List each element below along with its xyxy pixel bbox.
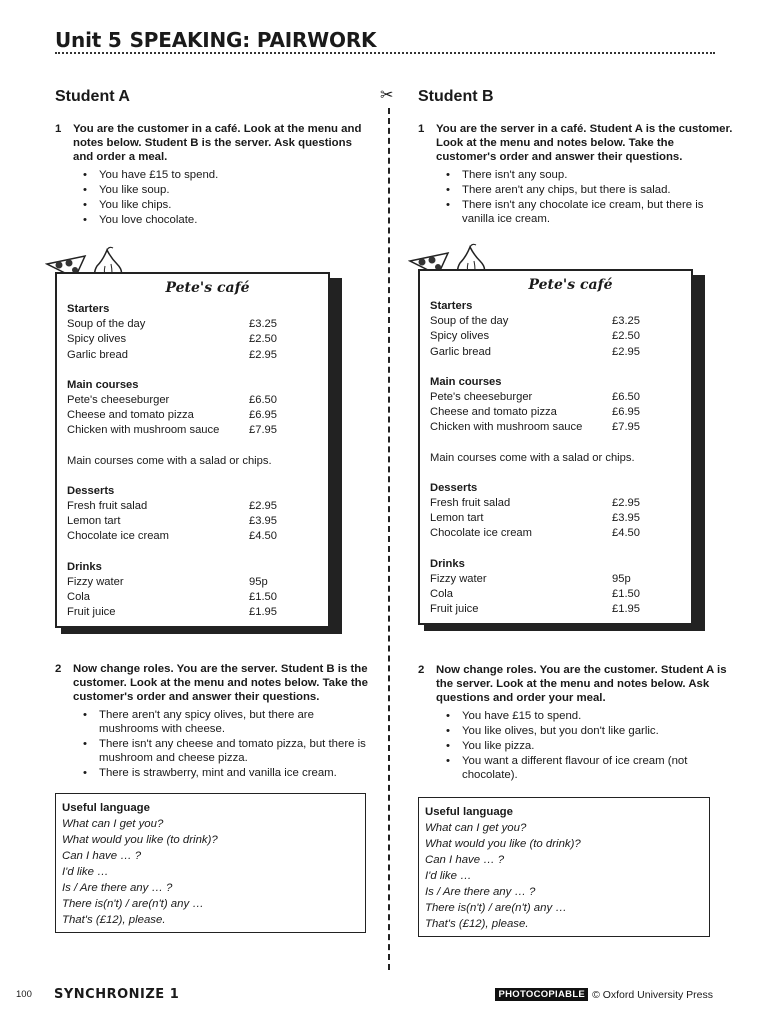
note-item: • You have £15 to spend.: [83, 168, 373, 182]
menu-row: [67, 605, 328, 620]
menu-price: £4.50: [612, 527, 640, 540]
useful-phrase: Is / Are there any … ?: [425, 886, 536, 899]
useful-language-title: Useful language: [425, 806, 513, 819]
menu-price: £2.95: [249, 500, 277, 513]
menu-item: Garlic bread: [430, 345, 491, 358]
menu-item: Fresh fruit salad: [430, 497, 511, 510]
useful-phrase: There is(n't) / are(n't) any …: [62, 898, 204, 911]
useful-phrase: What can I get you?: [425, 822, 527, 835]
menu-price: £2.50: [249, 333, 277, 346]
menu-row: [430, 345, 691, 360]
menu-section-title: Main courses: [67, 378, 139, 391]
menu-row: [67, 499, 328, 514]
student-b-task-2: [418, 663, 736, 783]
menu-row: [430, 420, 691, 435]
menu-item: Soup of the day: [430, 315, 509, 328]
menu-section-title: Main courses: [430, 375, 502, 388]
menu-row: [67, 529, 328, 544]
menu-price: £3.25: [612, 315, 640, 328]
unit-label: Unit 5: [55, 28, 122, 52]
menu-section-title: Starters: [430, 300, 473, 312]
menu-price: £3.25: [249, 318, 277, 331]
menu-row: [67, 408, 328, 423]
task-number: 1: [418, 123, 425, 135]
useful-phrase: Can I have … ?: [425, 854, 505, 867]
menu-price: £1.50: [249, 591, 277, 604]
menu-item: Lemon tart: [67, 515, 121, 528]
note-item: • You love chocolate.: [83, 213, 373, 227]
menu-title: Pete's café: [165, 280, 250, 296]
task-number: 2: [55, 663, 62, 676]
note-item: • You like chips.: [83, 198, 373, 212]
menu: [418, 269, 693, 625]
menu-item: Fizzy water: [67, 575, 124, 588]
menu-row: [430, 390, 691, 405]
note-item: • You have £15 to spend.: [446, 709, 736, 723]
task-notes: [83, 168, 373, 227]
useful-phrase: There is(n't) / are(n't) any …: [425, 902, 567, 915]
task-notes: [446, 709, 736, 782]
menu-section-title: Drinks: [430, 557, 465, 570]
menu: [55, 272, 330, 628]
student-a-task-2: [55, 662, 373, 781]
task-number: 2: [418, 664, 425, 677]
menu-item: Fizzy water: [430, 572, 487, 585]
menu-row: [67, 393, 328, 408]
unit-title: [55, 28, 715, 52]
task-notes: [446, 168, 736, 226]
menu-price: £1.95: [249, 606, 277, 619]
task-number: 1: [55, 123, 62, 135]
note-item: • You like soup.: [83, 183, 373, 197]
menu-item: Fruit juice: [67, 606, 116, 619]
menu-price: £2.95: [612, 497, 640, 510]
menu-item: Cola: [430, 588, 454, 601]
menu-item: Spicy olives: [67, 333, 127, 346]
page-footer: [0, 986, 768, 1006]
note-item: • There isn't any soup.: [446, 168, 736, 182]
menu-row: [430, 587, 691, 602]
menu-row: [67, 514, 328, 529]
note-item: • There aren't any spicy olives, but there are mushrooms with cheese.: [83, 708, 373, 736]
useful-phrase: What can I get you?: [62, 818, 164, 831]
menu-price: £6.50: [612, 391, 640, 404]
task-instruction: Now change roles. You are the customer. Student A is the server. Look at the menu and notes below. Ask questions and order your meal.: [436, 664, 727, 705]
menu-item: Chocolate ice cream: [430, 527, 532, 540]
menu-section-title: Drinks: [67, 560, 102, 573]
menu-row: [67, 348, 328, 363]
page-number: 100: [16, 989, 32, 1000]
menu-item: Cheese and tomato pizza: [430, 406, 557, 419]
menu-item: Fruit juice: [430, 603, 479, 616]
menu-item: Cheese and tomato pizza: [67, 409, 194, 422]
menu-price: 95p: [612, 572, 631, 585]
menu-item: Cola: [67, 591, 91, 604]
menu-item: Chicken with mushroom sauce: [430, 421, 583, 434]
useful-phrase: That's (£12), please.: [425, 918, 529, 931]
useful-language-box-a: [55, 793, 366, 933]
useful-phrase: That's (£12), please.: [62, 914, 166, 927]
menu-price: £2.95: [249, 348, 277, 361]
menu-price: £7.95: [612, 421, 640, 434]
note-item: • You like olives, but you don't like garlic.: [446, 724, 736, 738]
menu-section-title: Desserts: [67, 484, 115, 497]
menu-row: [430, 314, 691, 329]
task-instruction: You are the customer in a café. Look at the menu and notes below. Student B is the server. Ask questions and order a meal.: [73, 123, 362, 163]
menu-row: [430, 526, 691, 541]
menu-section-title: Starters: [67, 303, 110, 315]
menu-row: [67, 332, 328, 347]
menu-card-a: [55, 272, 336, 628]
menu-note: Main courses come with a salad or chips.: [67, 454, 272, 467]
menu-row: [67, 317, 328, 332]
menu-item: Lemon tart: [430, 512, 484, 525]
useful-language-title: Useful language: [62, 802, 150, 815]
menu-price: 95p: [249, 575, 268, 588]
student-a-column: [55, 88, 373, 933]
task-instruction: Now change roles. You are the server. Student B is the customer. Look at the menu and notes below. Take the customer's order and answer their questions.: [73, 663, 368, 704]
useful-phrase: I'd like …: [62, 866, 109, 879]
menu-price: £3.95: [249, 515, 277, 528]
useful-language-box-b: [418, 797, 710, 937]
copyright-block: [495, 988, 713, 1001]
brand-logo: SYNCHRONIZE 1: [54, 987, 180, 1002]
note-item: • There is strawberry, mint and vanilla ice cream.: [83, 766, 373, 780]
menu-price: £4.50: [249, 530, 277, 543]
useful-phrase: What would you like (to drink)?: [425, 838, 581, 851]
note-item: • There isn't any cheese and tomato pizza, but there is mushroom and cheese pizza.: [83, 737, 373, 765]
menu-item: Pete's cheeseburger: [67, 394, 170, 407]
menu-price: £7.95: [249, 424, 277, 437]
menu-item: Chicken with mushroom sauce: [67, 424, 220, 437]
menu-row: [430, 405, 691, 420]
menu-row: [430, 572, 691, 587]
note-item: • You like pizza.: [446, 739, 736, 753]
menu-price: £1.50: [612, 588, 640, 601]
useful-phrase: What would you like (to drink)?: [62, 834, 218, 847]
menu-row: [430, 329, 691, 344]
menu-price: £1.95: [612, 603, 640, 616]
useful-phrase: Can I have … ?: [62, 850, 142, 863]
menu-item: Soup of the day: [67, 318, 146, 331]
menu-row: [67, 423, 328, 438]
task-notes: [83, 708, 373, 780]
menu-card-b: [418, 269, 699, 625]
task-instruction: You are the server in a café. Student A is the customer. Look at the menu and notes below. Take the customer's order and answer their questions.: [436, 123, 733, 163]
menu-price: £6.95: [612, 406, 640, 419]
menu-item: Chocolate ice cream: [67, 530, 169, 543]
menu-item: Pete's cheeseburger: [430, 391, 533, 404]
student-a-task-1: [55, 122, 373, 228]
useful-phrase: Is / Are there any … ?: [62, 882, 173, 895]
menu-item: Spicy olives: [430, 330, 490, 343]
note-item: • There aren't any chips, but there is salad.: [446, 183, 736, 197]
student-b-task-1: [418, 122, 736, 227]
student-b-column: [418, 88, 736, 937]
menu-note: Main courses come with a salad or chips.: [430, 451, 635, 464]
menu-item: Garlic bread: [67, 348, 128, 361]
menu-row: [430, 496, 691, 511]
menu-row: [430, 511, 691, 526]
menu-row: [67, 575, 328, 590]
page-header: [55, 28, 715, 54]
note-item: • You want a different flavour of ice cream (not chocolate).: [446, 754, 736, 782]
menu-title: Pete's café: [528, 277, 613, 293]
cut-line: [388, 108, 390, 970]
menu-row: [67, 590, 328, 605]
student-b-title: Student B: [418, 88, 494, 105]
menu-price: £2.50: [612, 330, 640, 343]
menu-item: Fresh fruit salad: [67, 500, 148, 513]
copyright-text: © Oxford University Press: [592, 988, 713, 1001]
menu-price: £6.50: [249, 394, 277, 407]
photocopiable-badge: PHOTOCOPIABLE: [495, 988, 588, 1001]
menu-price: £3.95: [612, 512, 640, 525]
menu-price: £2.95: [612, 345, 640, 358]
menu-section-title: Desserts: [430, 481, 478, 494]
menu-price: £6.95: [249, 409, 277, 422]
note-item: • There isn't any chocolate ice cream, but there is vanilla ice cream.: [446, 198, 736, 226]
useful-phrase: I'd like …: [425, 870, 472, 883]
scissors-icon: ✂: [380, 87, 394, 104]
student-a-title: Student A: [55, 88, 130, 105]
menu-row: [430, 602, 691, 617]
section-title: SPEAKING: PAIRWORK: [129, 28, 377, 52]
